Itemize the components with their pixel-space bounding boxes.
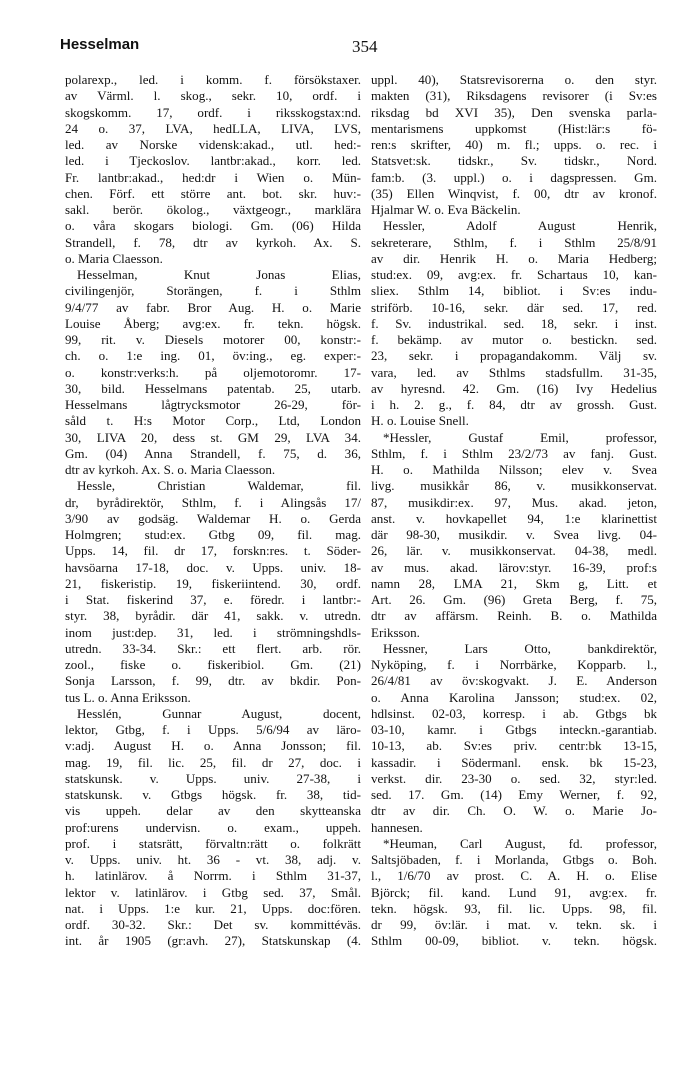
text-line: ch. o. 1:e ing. 01, öv:ing., eg. exper:- bbox=[65, 348, 361, 364]
text-line: Hesselmans lågtrycksmotor 26-29, för- bbox=[65, 397, 361, 412]
text-line: sliex. Sthlm 14, bibliot. i Sv:es indu- bbox=[371, 283, 657, 299]
text-line: 10-13, ab. Sv:es priv. centr:bk 13-15, bbox=[371, 738, 657, 754]
text-line: nat. i Upps. 1:e kur. 21, Upps. doc:fören. bbox=[65, 900, 361, 916]
text-line: såld t. H:s Motor Corp., Ltd, London bbox=[65, 413, 361, 429]
text-line: hannesen. bbox=[371, 819, 423, 835]
text-line: Holmgren; stud:ex. Gtbg 09, fil. mag. bbox=[65, 527, 361, 542]
text-line: makten (31), Riksdagens revisorer (i Sv:es bbox=[371, 88, 657, 104]
text-line: mag. 19, fil. lic. 25, fil. dr 27, doc. i bbox=[65, 754, 361, 770]
entry-heading-line: Hessner, Lars Otto, bankdirektör, bbox=[383, 640, 657, 656]
text-line: f. bekämp. av mutor o. bestickn. sed. bbox=[371, 332, 657, 347]
text-line: namn 28, LMA 21, Skm g, Litt. et bbox=[371, 575, 657, 591]
text-line: sakl. berör. ökolog., växtgeogr., marklära bbox=[65, 202, 361, 217]
text-line: Strandell, f. 78, dtr av kyrkoh. Ax. S. bbox=[65, 234, 361, 250]
text-line: h. latinlärov. å Norrm. i Sthlm 31-37, bbox=[65, 868, 361, 884]
text-line: dr, byrådirektör, Sthlm, f. i Alingsås 17/ bbox=[65, 494, 361, 510]
text-line: o. Maria Claesson. bbox=[65, 250, 163, 266]
text-line: av mus. akad. lärov:styr. 16-39, prof:s bbox=[371, 559, 657, 575]
text-line: av dir. Henrik H. o. Maria Hedberg; bbox=[371, 250, 657, 266]
page-number: 354 bbox=[352, 37, 378, 56]
text-line: 26, lär. v. musikkonservat. 04-38, medl. bbox=[371, 543, 657, 559]
text-line: polarexp., led. i komm. f. försökstaxer. bbox=[65, 72, 361, 87]
text-line: o. våra skogars biologi. Gm. (06) Hilda bbox=[65, 218, 361, 234]
text-line: 23, sekr. i propagandakomm. Välj sv. bbox=[371, 348, 657, 364]
entry-heading-line: Hesselman, Knut Jonas Elias, bbox=[77, 267, 361, 282]
text-line: 03-10, kamr. i Gtbgs inteckn.-garantiab. bbox=[371, 722, 657, 737]
text-line: utredn. 33-34. Skr.: ett flert. arb. rör. bbox=[65, 640, 361, 656]
text-line: stud:ex. 09, avg:ex. fr. Schartaus 10, kan- bbox=[371, 267, 657, 282]
text-line: l., 1/6/70 av prost. C. A. H. o. Elise bbox=[371, 868, 657, 884]
text-line: verkst. dir. 23-30 o. sed. 32, styr:led. bbox=[371, 770, 657, 786]
text-line: Nyköping, f. i Norrbärke, Kopparb. l., bbox=[371, 657, 657, 672]
text-line: chen. Förf. ett större ant. bot. skr. huv:- bbox=[65, 185, 361, 201]
right-text-column bbox=[371, 72, 657, 950]
text-line: v. Upps. univ. ht. 36 - vt. 38, adj. v. bbox=[65, 852, 361, 867]
text-line: lektor v. latinlärov. i Gtbg sed. 37, Smål. bbox=[65, 884, 361, 900]
text-line: Statsvet:sk. tidskr., Sv. tidskr., Nord. bbox=[371, 153, 657, 169]
text-line: statskunsk. v. Gtbgs högsk. fr. 38, tid- bbox=[65, 787, 361, 802]
text-line: Louise Åberg; avg:ex. fr. tekn. högsk. bbox=[65, 315, 361, 331]
text-line: sekreterare, Sthlm, f. i Sthlm 25/8/91 bbox=[371, 234, 657, 250]
text-line: Sthlm 00-09, bibliot. v. tekn. högsk. bbox=[371, 933, 657, 949]
text-line: o. Anna Karolina Jansson; stud:ex. 02, bbox=[371, 689, 657, 705]
text-line: 87, musikdir:ex. 97, Mus. akad. jeton, bbox=[371, 494, 657, 510]
text-line: Gm. (04) Anna Strandell, f. 75, d. 36, bbox=[65, 445, 361, 461]
text-line: f. Sv. industrikal. sed. 18, sekr. i inst. bbox=[371, 315, 657, 331]
text-line: av Värml. l. skog., sekr. 10, ordf. i bbox=[65, 88, 361, 104]
text-line: fam:b. (3. uppl.) o. i dagspressen. Gm. bbox=[371, 169, 657, 185]
text-line: Upps. 14, fil. dr 17, forskn:res. t. Söder- bbox=[65, 543, 361, 559]
page-header bbox=[60, 36, 654, 60]
text-line: Björck; fil. kand. Lund 91, avg:ex. fr. bbox=[371, 884, 657, 900]
text-line: dtr av affärsm. Reinh. B. o. Mathilda bbox=[371, 608, 657, 624]
text-line: Sonja Larsson, f. 99, dtr. av bkdir. Pon- bbox=[65, 673, 361, 689]
text-line: i h. 2. g., f. 84, dtr av grossh. Gust. bbox=[371, 397, 657, 412]
text-line: sed. 17. Gm. (14) Emy Werner, f. 92, bbox=[371, 787, 657, 802]
text-line: anst. v. hovkapellet 94, 1:e klarinettist bbox=[371, 510, 657, 526]
text-line: 30, bild. Hesselmans patentab. 25, utarb. bbox=[65, 380, 361, 396]
text-line: 30, LIVA 20, dess st. GM 29, LVA 34. bbox=[65, 429, 361, 445]
text-line: inom just:dep. 31, led. i strömningshdls- bbox=[65, 624, 361, 640]
text-line: livg. musikkår 86, v. musikkonservat. bbox=[371, 478, 657, 494]
text-line: o. konstr:verks:h. på oljemotoromr. 17- bbox=[65, 364, 361, 380]
text-line: uppl. 40), Statsrevisorerna o. den styr. bbox=[371, 72, 657, 87]
text-line: Sthlm, f. i Sthlm 23/2/73 av fanj. Gust. bbox=[371, 445, 657, 461]
text-line: dr 99, öv:lär. i mat. v. tekn. sk. i bbox=[371, 917, 657, 932]
text-line: i Stat. fiskerind 37, e. föredr. i lantbr:- bbox=[65, 592, 361, 607]
text-line: 21, fiskeristip. 19, fiskeriintend. 30, ordf. bbox=[65, 575, 361, 591]
text-line: 3/90 av godsäg. Waldemar H. o. Gerda bbox=[65, 510, 361, 526]
text-line: riksdag bd XVI 35), Den svenska parla- bbox=[371, 104, 657, 120]
text-line: dtr av kyrkoh. Ax. S. o. Maria Claesson. bbox=[65, 462, 276, 477]
text-line: H. o. Mathilda Nilsson; elev v. Svea bbox=[371, 462, 657, 477]
text-line: ren:s skrifter, 40) m. fl.; upps. o. rec. i bbox=[371, 137, 657, 152]
text-line: (35) Ellen Winqvist, f. 00, dtr av kronof. bbox=[371, 185, 657, 201]
text-line: Fr. lantbr:akad., hed:dr i Wien o. Mün- bbox=[65, 169, 361, 185]
entry-heading-line: Hessle, Christian Waldemar, fil. bbox=[77, 478, 361, 494]
text-line: striförb. 10-16, sekr. där sed. 17, red. bbox=[371, 299, 657, 315]
text-line: 99, rit. v. Diesels motorer 00, konstr:- bbox=[65, 332, 361, 347]
text-line: mentarismens uppkomst (Hist:lär:s fö- bbox=[371, 120, 657, 136]
text-line: kassadir. i Södermanl. ensk. bk 15-23, bbox=[371, 754, 657, 770]
text-line: led. av Norske vidensk:akad., utl. hed:- bbox=[65, 137, 361, 152]
text-line: havsöarna 17-18, doc. v. Upps. univ. 18- bbox=[65, 559, 361, 575]
text-line: prof:urens undervisn. o. exam., uppeh. bbox=[65, 819, 361, 835]
running-head: Hesselman bbox=[60, 36, 140, 53]
text-line: civilingenjör, Storängen, f. i Sthlm bbox=[65, 283, 361, 299]
text-line: 26/4/81 av öv:skogvakt. J. E. Anderson bbox=[371, 673, 657, 689]
text-line: Saltsjöbaden, f. i Morlanda, Gtbgs o. Boh. bbox=[371, 852, 657, 867]
text-line: int. år 1905 (gr:avh. 27), Statskunskap (4. bbox=[65, 933, 361, 949]
text-line: Eriksson. bbox=[371, 624, 420, 640]
text-line: ordf. 30-32. Skr.: Det sv. kommittéväs. bbox=[65, 917, 361, 932]
text-line: där 98-30, musikdir. v. Svea livg. 04- bbox=[371, 527, 657, 542]
text-line: Hjalmar W. o. Eva Bäckelin. bbox=[371, 202, 521, 217]
text-line: Art. 26. Gm. (96) Greta Berg, f. 75, bbox=[371, 592, 657, 607]
text-line: zool., fiske o. fiskeribiol. Gm. (21) bbox=[65, 657, 361, 672]
text-line: tekn. högsk. 93, fil. lic. Upps. 98, fil. bbox=[371, 900, 657, 916]
text-line: statskunsk. v. Upps. univ. 27-38, i bbox=[65, 770, 361, 786]
text-line: prof. i statsrätt, förvaltn:rätt o. folkrätt bbox=[65, 835, 361, 851]
text-line: av hyresnd. 42. Gm. (16) Ivy Hedelius bbox=[371, 380, 657, 396]
text-line: styr. 38, byrådir. där 41, sakk. v. utredn. bbox=[65, 608, 361, 624]
text-line: dtr av dir. Ch. O. W. o. Marie Jo- bbox=[371, 803, 657, 819]
text-line: v:adj. August H. o. Anna Jonsson; fil. bbox=[65, 738, 361, 754]
text-line: 24 o. 37, LVA, hedLLA, LIVA, LVS, bbox=[65, 120, 361, 136]
text-line: led. i Tjeckoslov. lantbr:akad., korr. led. bbox=[65, 153, 361, 169]
text-line: hdlsinst. 02-03, korresp. i ab. Gtbgs bk bbox=[371, 705, 657, 721]
text-line: H. o. Louise Snell. bbox=[371, 413, 469, 429]
left-text-column bbox=[65, 72, 361, 950]
text-line: vis uppeh. delar av den skytteanska bbox=[65, 803, 361, 819]
entry-heading-line: *Hessler, Gustaf Emil, professor, bbox=[383, 429, 657, 445]
text-line: skogskomm. 17, ordf. i riksskogstax:nd. bbox=[65, 104, 361, 120]
text-line: tus L. o. Anna Eriksson. bbox=[65, 689, 191, 705]
text-line: 9/4/77 av fabr. Bror Aug. H. o. Marie bbox=[65, 299, 361, 315]
entry-heading-line: Hessler, Adolf August Henrik, bbox=[383, 218, 657, 234]
entry-heading-line: Hesslén, Gunnar August, docent, bbox=[77, 705, 361, 721]
entry-heading-line: *Heuman, Carl August, fd. professor, bbox=[383, 835, 657, 851]
text-line: lektor, Gtbg, f. i Upps. 5/6/94 av läro- bbox=[65, 722, 361, 737]
text-line: vara, led. av Sthlms stadsfullm. 31-35, bbox=[371, 364, 657, 380]
